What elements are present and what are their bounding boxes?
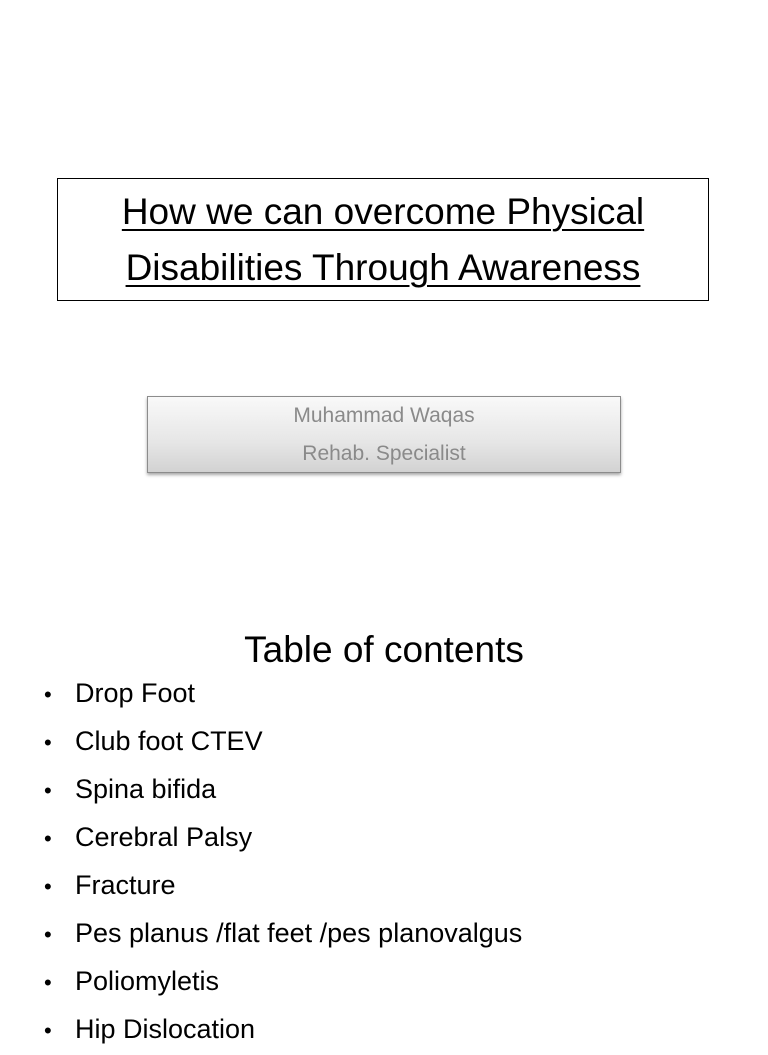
bullet-icon: • — [44, 682, 52, 707]
toc-item — [40, 957, 522, 1005]
toc-item-label: Poliomyletis — [75, 966, 220, 996]
toc-item-label: Drop Foot — [75, 678, 196, 708]
bullet-icon: • — [44, 874, 52, 899]
bullet-icon: • — [44, 1018, 52, 1043]
toc-item — [40, 669, 522, 717]
toc-item-label: Pes planus /flat feet /pes planovalgus — [75, 918, 523, 948]
toc-heading: Table of contents — [244, 629, 524, 670]
toc-list — [40, 669, 522, 1053]
bullet-icon: • — [44, 730, 52, 755]
toc-item-label: Fracture — [75, 870, 176, 900]
toc-item — [40, 861, 522, 909]
toc-item — [40, 1005, 522, 1053]
title-box — [57, 178, 709, 301]
bullet-icon: • — [44, 970, 52, 995]
bullet-icon: • — [44, 922, 52, 947]
toc-item-label: Hip Dislocation — [75, 1014, 256, 1044]
presenter-name: Muhammad Waqas — [293, 403, 475, 427]
toc-item — [40, 813, 522, 861]
toc-item-label: Cerebral Palsy — [75, 822, 253, 852]
toc-item — [40, 765, 522, 813]
toc-item — [40, 909, 522, 957]
toc-item-label: Club foot CTEV — [75, 726, 263, 756]
title-line-2: Disabilities Through Awareness — [125, 246, 641, 288]
toc-item — [40, 717, 522, 765]
toc-item-label: Spina bifida — [75, 774, 217, 804]
presenter-box — [147, 396, 621, 473]
presenter-role: Rehab. Specialist — [302, 441, 466, 465]
bullet-icon: • — [44, 826, 52, 851]
bullet-icon: • — [44, 778, 52, 803]
title-line-1: How we can overcome Physical — [121, 190, 645, 232]
